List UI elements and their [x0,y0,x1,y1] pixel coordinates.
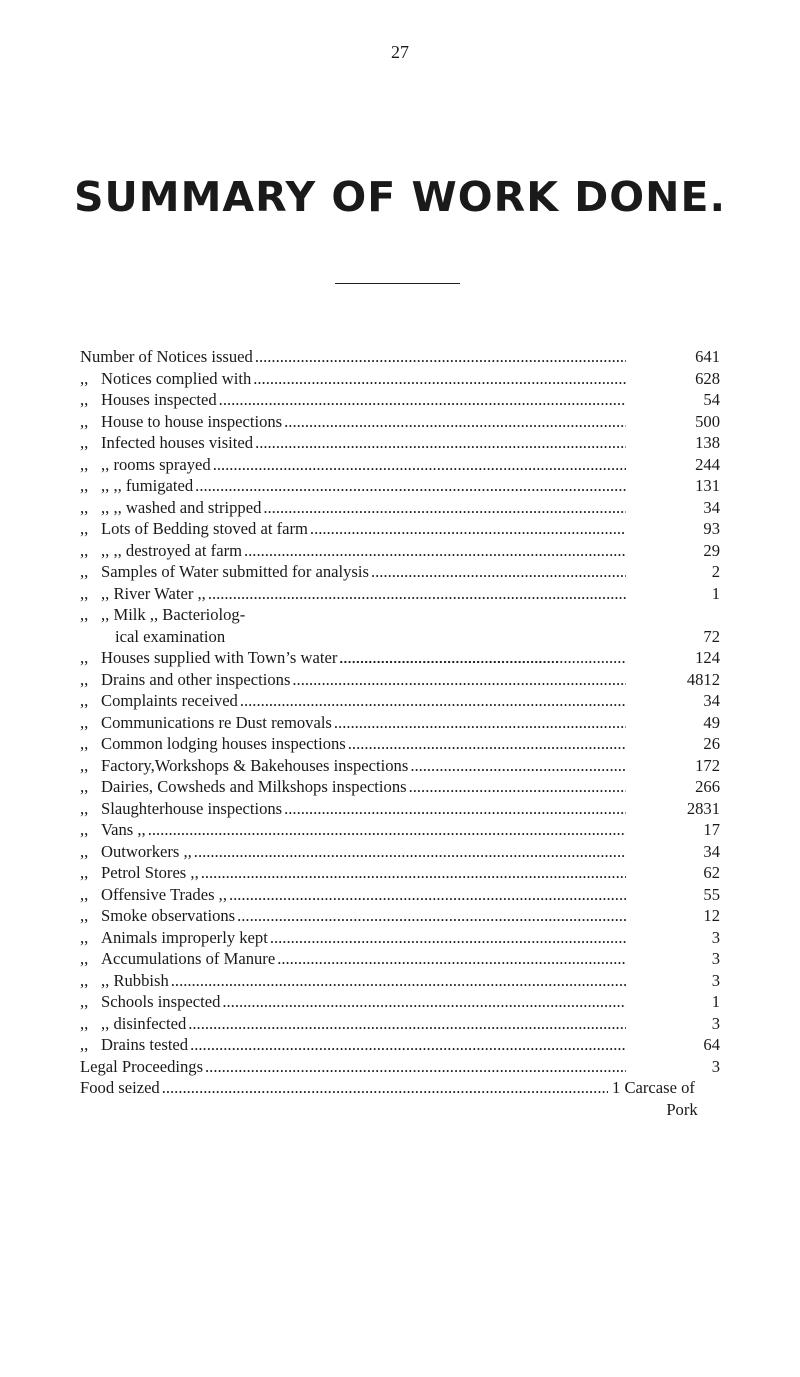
summary-value: 3 [626,970,720,992]
summary-row [80,991,720,1013]
ditto-mark: ,, [80,970,89,990]
summary-label-text: Notices complied with [101,368,252,388]
summary-label [101,454,640,476]
summary-value: 62 [626,862,720,884]
summary-row [80,1013,720,1035]
page-number: 27 [391,42,409,62]
summary-label-text: ,, Rubbish [101,970,169,990]
summary-row [80,432,720,454]
summary-row [80,583,720,605]
summary-label-text: Factory,Workshops & Bakehouses inspections [101,755,409,775]
summary-label-text: House to house inspections [101,411,283,431]
summary-value: 2831 [626,798,720,820]
ditto-mark: ,, [80,777,89,796]
summary-value: 244 [626,454,720,476]
summary-value: 26 [626,733,720,755]
summary-label-text: Communications re Dust removals [101,712,332,732]
summary-value: 34 [626,497,720,519]
summary-value: 124 [626,647,720,669]
summary-label-text: Animals improperly kept [101,927,268,947]
summary-row [80,733,720,755]
summary-row [80,368,720,390]
summary-value: 4812 [626,669,720,691]
summary-row [80,712,720,734]
summary-row [80,561,720,583]
summary-row [80,669,720,691]
ditto-mark: ,, [80,992,89,1011]
summary-label [101,669,640,691]
summary-value: 93 [626,518,720,540]
ditto-mark: ,, [80,906,89,925]
summary-row [80,841,720,863]
ditto-mark: ,, [80,712,89,732]
summary-label-text: Smoke observations [101,906,236,925]
summary-label [101,540,640,562]
summary-label [101,561,640,583]
summary-label-text: Drains tested [101,1035,189,1054]
ditto-mark: ,, [80,583,89,603]
summary-label [80,346,640,368]
ditto-mark: ,, [80,519,89,538]
ditto-mark: ,, [80,927,89,947]
summary-label [101,905,640,927]
summary-label [101,411,640,433]
summary-label [101,991,640,1013]
summary-label [101,1013,640,1035]
summary-label [101,518,640,540]
ditto-mark: ,, [80,841,89,861]
summary-label [80,1077,640,1099]
summary-row [80,540,720,562]
summary-value: 29 [626,540,720,562]
summary-label-text: Common lodging houses inspections [101,734,346,753]
summary-row [80,454,720,476]
summary-label [101,475,640,497]
summary-row [80,798,720,820]
summary-value: 3 [626,1056,720,1078]
ditto-mark: ,, [80,411,89,431]
summary-label-text: Accumulations of Manure [101,949,276,968]
ditto-mark: ,, [80,497,89,517]
ditto-mark: ,, [80,798,89,818]
ditto-mark: ,, [80,1013,89,1033]
summary-row [80,604,720,647]
summary-label [80,1056,640,1078]
summary-row [80,411,720,433]
summary-value: 3 [626,1013,720,1035]
page-title: SUMMARY OF WORK DONE. [73,173,727,221]
summary-label [101,819,640,841]
summary-label [101,647,640,669]
summary-row [80,647,720,669]
summary-label-text: ,, rooms sprayed [101,454,211,474]
summary-label [101,884,640,906]
ditto-mark: ,, [80,433,89,452]
summary-value: 172 [626,755,720,777]
summary-label-text: Houses inspected [101,390,217,409]
summary-label [101,733,640,755]
summary-label-text: Outworkers ,, [101,841,192,861]
summary-row [80,1056,720,1078]
ditto-mark: ,, [80,648,89,667]
summary-value: 1 [626,991,720,1013]
summary-row [80,1034,720,1056]
summary-label-text: Houses supplied with Town’s water [101,648,338,667]
summary-label-text: Petrol Stores ,, [101,863,199,882]
summary-value: 34 [626,690,720,712]
summary-row [80,948,720,970]
summary-value: 500 [626,411,720,433]
summary-row [80,819,720,841]
summary-value: 34 [626,841,720,863]
ditto-mark: ,, [80,605,89,624]
ditto-mark: ,, [80,884,89,904]
ditto-mark: ,, [80,669,89,689]
summary-value: 641 [626,346,720,368]
summary-label-text: ,, disinfected [101,1013,187,1033]
ditto-mark: ,, [80,863,89,882]
summary-value: 3 [626,948,720,970]
summary-label [101,432,640,454]
summary-value: 266 [626,776,720,798]
summary-row [80,927,720,949]
summary-value: 49 [626,712,720,734]
food-seized-note-continuation: Pork [666,1100,698,1119]
summary-value: 3 [626,927,720,949]
summary-label-text: Legal Proceedings [80,1056,204,1076]
summary-label [101,690,640,712]
ditto-mark: ,, [80,1035,89,1054]
summary-row [80,346,720,368]
summary-label-text: Complaints received [101,691,238,710]
ditto-mark: ,, [80,368,89,388]
ditto-mark: ,, [80,755,89,775]
summary-row [80,497,720,519]
summary-value: 54 [626,389,720,411]
ditto-mark: ,, [80,540,89,560]
summary-label [101,948,640,970]
summary-row [80,518,720,540]
summary-label [101,970,640,992]
summary-value: 55 [626,884,720,906]
summary-label [101,841,640,863]
ditto-mark: ,, [80,454,89,474]
summary-label [101,497,640,519]
summary-label-text: Lots of Bedding stoved at farm [101,519,308,538]
summary-row [80,1077,720,1099]
summary-label [101,389,640,411]
summary-value: 138 [626,432,720,454]
summary-label-text: Vans ,, [101,820,146,839]
summary-value: 12 [626,905,720,927]
summary-label-text: Drains and other inspections [101,669,291,689]
summary-value: 72 [626,626,720,648]
summary-label-text: Food seized [80,1078,160,1097]
ditto-mark: ,, [80,691,89,710]
summary-label [101,1034,640,1056]
summary-label [101,798,640,820]
summary-value: 628 [626,368,720,390]
summary-label-text: ,, ,, washed and stripped [101,497,262,517]
summary-label [101,755,640,777]
summary-value: 17 [626,819,720,841]
summary-row [80,475,720,497]
title-divider [335,283,460,284]
summary-label-text: Infected houses visited [101,433,254,452]
summary-label-text: Number of Notices issued [80,347,253,366]
summary-value: 1 Carcase of [608,1077,695,1099]
ditto-mark: ,, [80,390,89,409]
summary-label-text: Dairies, Cowsheds and Milkshops inspections [101,777,407,796]
summary-row [80,884,720,906]
summary-label [101,712,640,734]
summary-value: 64 [626,1034,720,1056]
summary-label [101,862,640,884]
summary-label-text: ,, ,, destroyed at farm [101,540,242,560]
summary-row [80,970,720,992]
summary-list [80,346,720,1099]
summary-row [80,690,720,712]
summary-label-continuation: ical examination ..... [101,626,640,669]
ditto-mark: ,, [80,820,89,839]
summary-label [101,583,640,605]
summary-row [80,755,720,777]
ditto-mark: ,, [80,949,89,968]
ditto-mark: ,, [80,734,89,753]
summary-label-text: ,, River Water ,, [101,583,206,603]
summary-label-text: Samples of Water submitted for analysis [101,562,369,581]
summary-label-text: Schools inspected [101,992,221,1011]
summary-value: 131 [626,475,720,497]
ditto-mark: ,, [80,476,89,495]
summary-label [101,927,640,949]
ditto-mark: ,, [80,562,89,581]
summary-value: 2 [626,561,720,583]
summary-row [80,776,720,798]
summary-label-text: ,, ,, fumigated [101,476,194,495]
summary-row [80,905,720,927]
summary-value: 1 [626,583,720,605]
summary-label-text: Slaughterhouse inspections [101,798,283,818]
summary-label [101,776,640,798]
summary-label-text: Offensive Trades ,, [101,884,227,904]
summary-label-text: ,, Milk ,, Bacteriolog- [101,605,246,624]
summary-label [101,368,640,390]
summary-row [80,862,720,884]
summary-row [80,389,720,411]
